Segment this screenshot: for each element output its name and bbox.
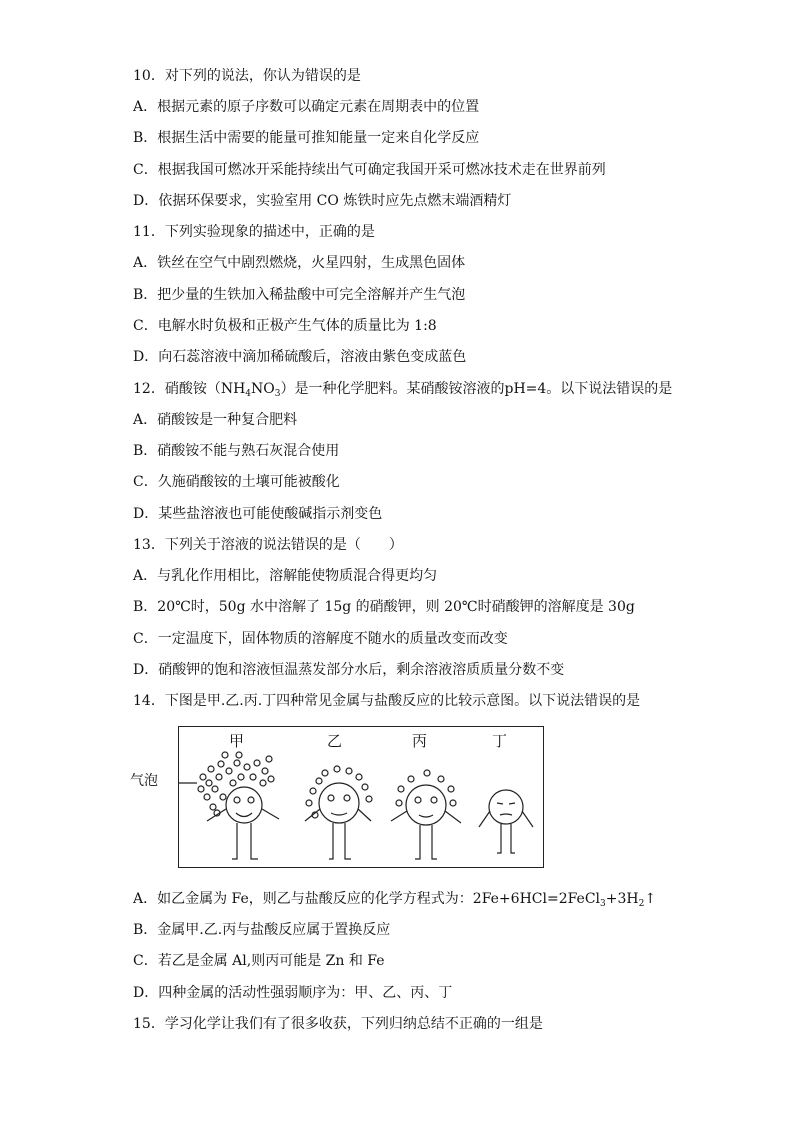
q14-a-sub-2: 2 <box>638 899 645 909</box>
q10-option-a: A．根据元素的原子序数可以确定元素在周期表中的位置 <box>133 99 480 115</box>
q12-stem-post: ）是一种化学肥料。某硝酸铵溶液的pH=4。以下说法错误的是 <box>280 381 673 397</box>
figure-yi <box>305 766 372 859</box>
q12-option-c: C．久施硝酸铵的土壤可能被酸化 <box>133 474 340 490</box>
q14-a-post: ↑ <box>644 891 657 907</box>
q11-option-a: A．铁丝在空气中剧烈燃烧，火星四射，生成黑色固体 <box>133 255 466 271</box>
q13-stem: 13．下列关于溶液的说法错误的是（ ） <box>133 537 403 553</box>
q13-option-c: C．一定温度下，固体物质的溶解度不随水的质量改变而改变 <box>133 631 508 647</box>
q10-option-c: C．根据我国可燃冰开采能持续出气可确定我国开采可燃冰技术走在世界前列 <box>133 162 606 178</box>
q14-a-pre: A．如乙金属为 Fe，则乙与盐酸反应的化学方程式为：2Fe+6HCl=2FeCl <box>133 891 601 907</box>
q14-option-a <box>133 889 656 909</box>
q12-stem <box>133 379 672 399</box>
q14-stem: 14．下图是甲.乙.丙.丁四种常见金属与盐酸反应的比较示意图。以下说法错误的是 <box>133 693 641 709</box>
q12-option-d: D．某些盐溶液也可能使酸碱指示剂变色 <box>133 506 383 522</box>
q10-option-d: D．依据环保要求，实验室用 CO 炼铁时应先点燃末端酒精灯 <box>133 193 512 209</box>
q14-option-c: C．若乙是金属 Al,则丙可能是 Zn 和 Fe <box>133 953 385 969</box>
q12-stem-mid: NO <box>251 381 275 397</box>
q14-a-sub-1: 3 <box>600 899 606 909</box>
q13-option-d: D．硝酸钾的饱和溶液恒温蒸发部分水后，剩余溶液溶质质量分数不变 <box>133 662 565 678</box>
q15-stem: 15．学习化学让我们有了很多收获，下列归纳总结不正确的一组是 <box>133 1016 543 1032</box>
q12-option-b: B．硝酸铵不能与熟石灰混合使用 <box>133 443 340 459</box>
q11-option-c: C．电解水时负极和正极产生气体的质量比为 1:8 <box>133 318 437 334</box>
q11-option-d: D．向石蕊溶液中滴加稀硫酸后，溶液由紫色变成蓝色 <box>133 349 467 365</box>
metal-label-yi: 乙 <box>327 732 343 750</box>
q11-stem: 11．下列实验现象的描述中，正确的是 <box>133 224 375 240</box>
q12-option-a: A．硝酸铵是一种复合肥料 <box>133 412 298 428</box>
metal-figures-drawing <box>179 727 545 869</box>
metal-label-ding: 丁 <box>492 732 508 750</box>
metal-reaction-figure <box>178 726 544 868</box>
q13-option-a: A．与乳化作用相比，溶解能使物质混合得更均匀 <box>133 568 438 584</box>
figure-ding <box>479 790 533 853</box>
q13-option-b: B．20℃时，50g 水中溶解了 15g 的硝酸钾，则 20℃时硝酸钾的溶解度是 30g <box>133 599 635 615</box>
q14-option-d: D．四种金属的活动性强弱顺序为：甲、乙、丙、丁 <box>133 985 453 1001</box>
q12-sub-1: 4 <box>245 389 252 399</box>
q12-stem-pre: 12．硝酸铵（NH <box>133 381 246 397</box>
metal-label-bing: 丙 <box>412 732 428 750</box>
q10-stem: 10．对下列的说法，你认为错误的是 <box>133 68 361 84</box>
q14-option-b: B．金属甲.乙.丙与盐酸反应属于置换反应 <box>133 922 391 938</box>
figure-jia <box>198 752 279 859</box>
q11-option-b: B．把少量的生铁加入稀盐酸中可完全溶解并产生气泡 <box>133 287 466 303</box>
bubble-label: 气泡 <box>130 773 158 789</box>
q14-a-mid: +3H <box>605 891 639 907</box>
metal-label-jia: 甲 <box>229 732 245 750</box>
figure-bing <box>391 770 461 859</box>
q12-sub-2: 3 <box>274 389 281 399</box>
q10-option-b: B．根据生活中需要的能量可推知能量一定来自化学反应 <box>133 130 480 146</box>
